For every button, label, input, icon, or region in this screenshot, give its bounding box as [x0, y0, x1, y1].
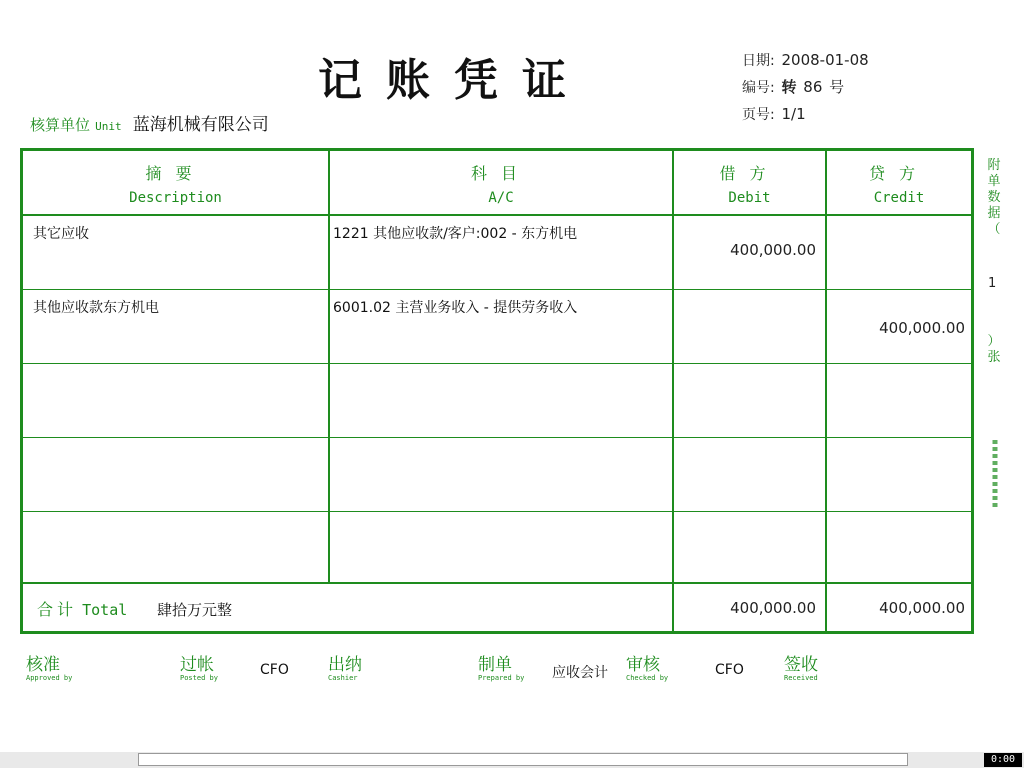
total-label: 合计 Total [37, 600, 128, 619]
header-account: 科目 A/C [470, 164, 531, 206]
accounting-unit [30, 110, 269, 135]
posted-by-value: CFO [260, 662, 289, 678]
attachment-count: 1 [988, 276, 997, 291]
progress-bar[interactable] [138, 753, 908, 766]
attachment-note-icon [988, 438, 1002, 510]
number-value: 86 [803, 78, 823, 96]
row-divider [23, 582, 971, 584]
header-debit: 借方 Debit [719, 164, 780, 206]
header-description: 摘要 Description [129, 164, 222, 206]
unit-label-en: Unit [95, 120, 122, 133]
voucher-title: 记账凭证 [318, 55, 590, 106]
col-divider [825, 151, 827, 631]
unit-label: 核算单位 [30, 116, 91, 134]
row-divider [23, 511, 971, 512]
number-type: 转 [781, 78, 797, 96]
number-label: 编号: [742, 80, 775, 96]
voucher-table [20, 148, 974, 634]
received-by: 签收 Received [784, 655, 818, 682]
row-divider [23, 437, 971, 438]
total-credit: 400,000.00 [879, 599, 965, 617]
checked-by: 审核 Checked by [626, 655, 669, 682]
approved-by: 核准 Approved by [26, 655, 73, 682]
row1-account: 1221 其他应收款/客户:002 - 东方机电 [333, 226, 578, 242]
total-debit: 400,000.00 [730, 599, 816, 617]
number-suffix: 号 [829, 78, 845, 96]
date-value: 2008-01-08 [781, 51, 869, 69]
date-label: 日期: [742, 53, 775, 69]
header-credit: 贷方 Credit [868, 164, 929, 206]
row2-description: 其他应收款东方机电 [33, 300, 159, 316]
row2-credit: 400,000.00 [879, 319, 965, 337]
row-divider [23, 214, 971, 216]
row1-description: 其它应收 [33, 226, 89, 242]
page-value: 1/1 [781, 105, 806, 123]
prepared-by-value: 应收会计 [552, 665, 608, 681]
row-divider [23, 363, 971, 364]
row2-account: 6001.02 主营业务收入 - 提供劳务收入 [333, 300, 578, 316]
number-line [742, 76, 844, 97]
row-divider [23, 289, 971, 290]
row1-debit: 400,000.00 [730, 241, 816, 259]
cashier: 出纳 Cashier [328, 655, 362, 682]
attachment-label-top: 附单数据 （ [987, 158, 1001, 237]
prepared-by: 制单 Prepared by [478, 655, 525, 682]
page-label: 页号: [742, 107, 775, 123]
col-divider [672, 151, 674, 631]
unit-name: 蓝海机械有限公司 [132, 115, 269, 135]
posted-by: 过帐 Posted by [180, 655, 218, 682]
attachment-label-bottom: ） 张 [987, 334, 1001, 365]
total-in-words: 肆拾万元整 [157, 601, 233, 619]
time-display: 0:00 [984, 753, 1022, 767]
page-line [742, 104, 806, 124]
checked-by-value: CFO [715, 662, 744, 678]
date-line [742, 50, 869, 70]
